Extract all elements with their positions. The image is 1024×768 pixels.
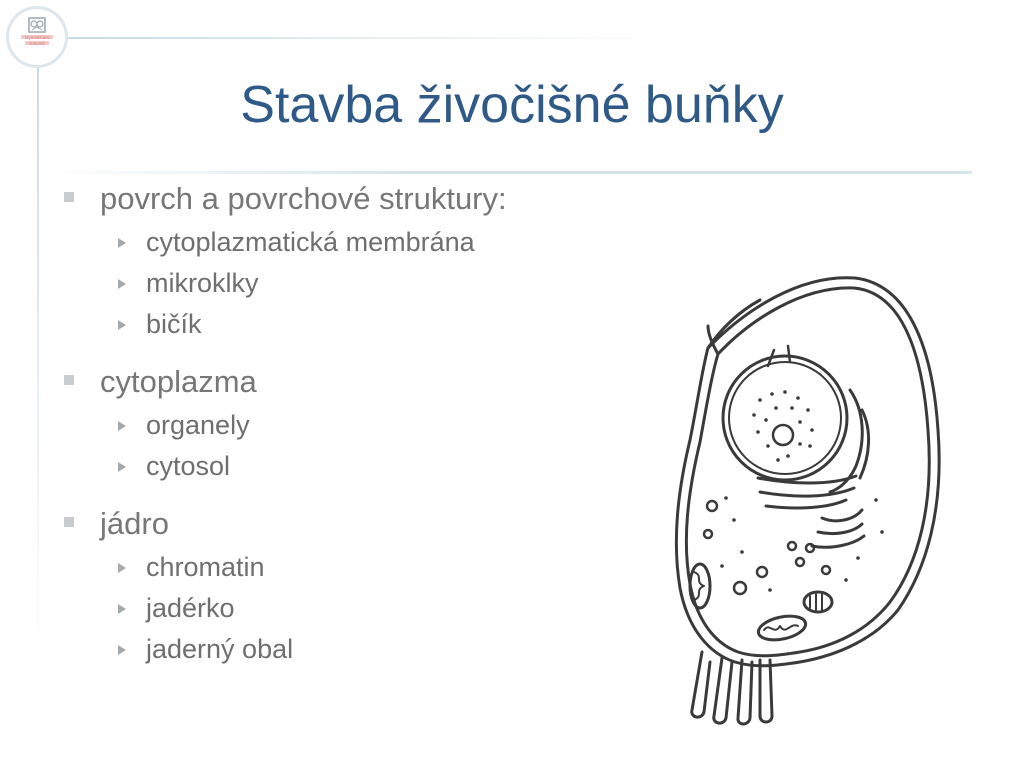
list-item bbox=[64, 263, 664, 304]
bullet-list bbox=[64, 176, 664, 684]
list-item bbox=[64, 359, 664, 405]
nuclear-envelope bbox=[729, 362, 841, 474]
triangle-bullet-icon bbox=[118, 645, 126, 655]
section-heading: cytoplazma bbox=[100, 364, 257, 399]
subitem-label: jadérko bbox=[146, 593, 235, 623]
microvillus bbox=[714, 658, 732, 723]
triangle-bullet-icon bbox=[118, 320, 126, 330]
nucleus bbox=[723, 356, 847, 480]
mitochondrion bbox=[690, 564, 710, 608]
section-heading: povrch a povrchové struktury: bbox=[100, 181, 507, 216]
subitem-label: mikroklky bbox=[146, 268, 259, 298]
title-underline bbox=[40, 171, 972, 174]
square-bullet-icon bbox=[64, 192, 74, 202]
top-decorative-line bbox=[66, 37, 666, 39]
subitem-label: cytoplazmatická membrána bbox=[146, 227, 475, 257]
school-logo bbox=[6, 6, 68, 68]
cell-membrane-inner bbox=[686, 288, 929, 656]
triangle-bullet-icon bbox=[118, 421, 126, 431]
list-item bbox=[64, 405, 664, 446]
triangle-bullet-icon bbox=[118, 238, 126, 248]
nucleolus bbox=[773, 425, 793, 445]
section-heading: jádro bbox=[100, 506, 169, 541]
list-item bbox=[64, 222, 664, 263]
list-item bbox=[64, 629, 664, 670]
list-item bbox=[64, 176, 664, 222]
square-bullet-icon bbox=[64, 517, 74, 527]
list-item bbox=[64, 588, 664, 629]
section-cytoplasm bbox=[64, 359, 664, 487]
svg-text:Karviná: Karviná bbox=[29, 41, 45, 46]
list-item bbox=[64, 501, 664, 547]
centrosome bbox=[804, 592, 832, 612]
left-decorative-line bbox=[37, 66, 39, 666]
golgi-apparatus bbox=[812, 536, 864, 547]
microvillus bbox=[692, 652, 710, 717]
section-surface bbox=[64, 176, 664, 345]
cytoplasm-dots bbox=[720, 496, 884, 592]
subitem-label: cytosol bbox=[146, 451, 231, 481]
golgi-apparatus bbox=[760, 488, 854, 496]
animal-cell-illustration bbox=[650, 270, 950, 730]
triangle-bullet-icon bbox=[118, 604, 126, 614]
golgi-apparatus bbox=[766, 500, 846, 508]
list-item bbox=[64, 446, 664, 487]
slide-title: Stavba živočišné buňky bbox=[240, 76, 784, 134]
microvillus bbox=[738, 660, 752, 724]
square-bullet-icon bbox=[64, 375, 74, 385]
golgi-apparatus bbox=[818, 524, 862, 534]
subitem-label: chromatin bbox=[146, 552, 265, 582]
golgi-apparatus bbox=[822, 510, 862, 521]
triangle-bullet-icon bbox=[118, 563, 126, 573]
subitem-label: organely bbox=[146, 410, 250, 440]
triangle-bullet-icon bbox=[118, 462, 126, 472]
list-item bbox=[64, 304, 664, 345]
triangle-bullet-icon bbox=[118, 279, 126, 289]
subitem-label: jaderný obal bbox=[146, 634, 294, 664]
section-nucleus bbox=[64, 501, 664, 670]
microvillus bbox=[760, 660, 772, 722]
list-item bbox=[64, 547, 664, 588]
svg-text:Gymnázium: Gymnázium bbox=[24, 35, 50, 40]
vesicles bbox=[704, 501, 830, 594]
subitem-label: bičík bbox=[146, 309, 202, 339]
